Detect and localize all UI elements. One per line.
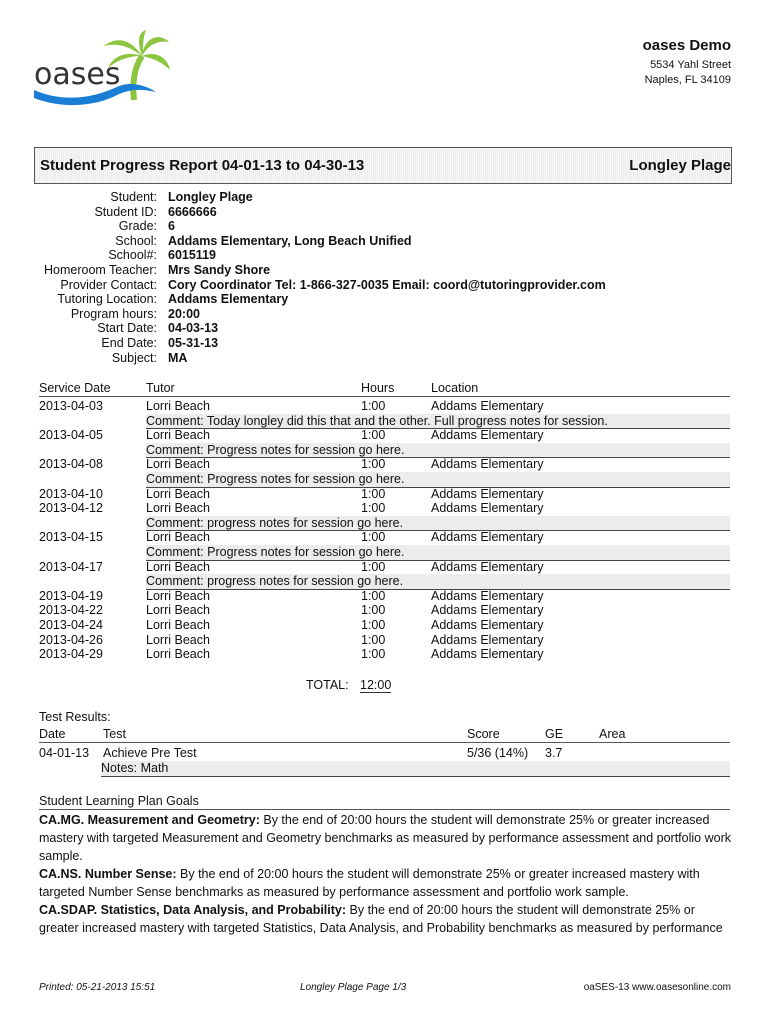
service-comment: Comment: progress notes for session go here.	[146, 574, 730, 590]
service-hours: 1:00	[361, 399, 386, 413]
footer-printed: Printed: 05-21-2013 15:51	[39, 982, 156, 993]
info-label: Tutoring Location:	[57, 292, 157, 307]
goals-divider	[39, 809, 730, 810]
service-date: 2013-04-22	[39, 603, 103, 618]
service-location: Addams Elementary	[431, 632, 544, 647]
service-hours: 1:00	[361, 486, 386, 501]
info-value: 04-03-13	[168, 321, 219, 336]
service-location: Addams Elementary	[431, 647, 544, 662]
info-row	[0, 205, 770, 220]
service-tutor: Lorri Beach	[146, 530, 210, 545]
info-value: 20:00	[168, 306, 200, 321]
service-date: 2013-04-12	[39, 501, 103, 516]
service-comment: Comment: Progress notes for session go here.	[146, 545, 730, 561]
service-tutor: Lorri Beach	[146, 559, 210, 574]
info-value: Addams Elementary	[168, 292, 289, 307]
header-divider	[39, 396, 730, 397]
service-location: Addams Elementary	[431, 486, 544, 501]
info-row	[0, 234, 770, 249]
service-hours: 1:00	[361, 647, 386, 662]
column-header: Date	[39, 727, 66, 741]
info-label: Subject:	[111, 350, 157, 365]
service-tutor: Lorri Beach	[146, 603, 210, 618]
service-table-header	[39, 381, 730, 396]
org-address	[643, 38, 731, 88]
test-notes: Notes: Math	[101, 761, 730, 777]
service-location: Addams Elementary	[431, 501, 544, 516]
service-comment: Comment: Progress notes for session go here.	[146, 472, 730, 488]
service-row	[39, 530, 730, 545]
service-tutor: Lorri Beach	[146, 632, 210, 647]
info-row	[0, 307, 770, 322]
column-header: Area	[599, 727, 626, 741]
info-value: 05-31-13	[168, 336, 219, 350]
test-header	[39, 727, 730, 742]
test-score: 5/36 (14%)	[467, 746, 529, 760]
service-hours: 1:00	[361, 618, 386, 632]
column-header: Test	[103, 727, 126, 741]
total-value: 12:00	[360, 678, 392, 692]
info-value: MA	[168, 350, 188, 365]
service-date: 2013-04-29	[39, 647, 103, 662]
test-name: Achieve Pre Test	[103, 746, 197, 760]
info-value: 6015119	[168, 248, 216, 263]
info-value: Mrs Sandy Shore	[168, 263, 271, 277]
service-date: 2013-04-08	[39, 457, 103, 472]
org-address-line1: 5534 Yahl Street	[650, 59, 731, 71]
goal-text: By the end of 20:00 hours the student will demonstrate 25% or greater increased mastery with targeted Number Sense benchmarks as measured by performance assessment and portfolio work sample.	[39, 867, 700, 899]
test-row	[39, 746, 730, 761]
service-hours: 1:00	[361, 559, 386, 574]
info-row	[0, 321, 770, 336]
org-name: oases Demo	[642, 37, 731, 54]
info-label: Student ID:	[94, 204, 157, 219]
info-label: Provider Contact:	[60, 277, 157, 292]
test-ge: 3.7	[545, 746, 563, 760]
info-row	[0, 263, 770, 278]
service-date: 2013-04-24	[39, 618, 103, 632]
service-row	[39, 428, 730, 443]
service-date: 2013-04-10	[39, 486, 103, 501]
info-value: 6	[168, 219, 175, 234]
column-header: GE	[545, 727, 564, 741]
oases-logo	[34, 28, 174, 108]
service-location: Addams Elementary	[431, 457, 544, 472]
test-results-title: Test Results:	[39, 710, 111, 724]
service-comment: Comment: Progress notes for session go here.	[146, 443, 730, 459]
service-row	[39, 618, 730, 633]
info-value: Longley Plage	[168, 190, 253, 204]
service-date: 2013-04-03	[39, 399, 103, 413]
report-title-bar	[34, 147, 732, 184]
service-date: 2013-04-26	[39, 632, 103, 647]
test-date: 04-01-13	[39, 746, 90, 760]
report-student-name: Longley Plage	[629, 157, 731, 174]
column-header: Tutor	[146, 381, 175, 395]
service-row	[39, 633, 730, 648]
service-tutor: Lorri Beach	[146, 457, 210, 472]
service-hours: 1:00	[361, 457, 386, 472]
info-label: Start Date:	[97, 321, 157, 336]
goal-text: By the end of 20:00 hours the student will demonstrate 25% or greater increased mastery with targeted Measurement and Geometry benchmarks as measured by performance assessment and portfolio work sample.	[39, 813, 731, 863]
service-location: Addams Elementary	[431, 530, 544, 545]
service-date: 2013-04-17	[39, 559, 103, 574]
service-tutor: Lorri Beach	[146, 486, 210, 501]
info-label: Student:	[110, 190, 157, 204]
service-row	[39, 647, 730, 662]
service-tutor: Lorri Beach	[146, 588, 210, 603]
goal-item	[39, 811, 734, 865]
service-tutor: Lorri Beach	[146, 647, 210, 662]
info-row	[0, 190, 770, 205]
info-value: Cory Coordinator Tel: 1-866-327-0035 Email: coord@tutoringprovider.com	[168, 277, 606, 292]
info-row	[0, 336, 770, 351]
service-hours: 1:00	[361, 530, 386, 545]
service-tutor: Lorri Beach	[146, 399, 210, 413]
info-value: 6666666	[168, 204, 217, 219]
goal-item	[39, 901, 734, 937]
service-location: Addams Elementary	[431, 559, 544, 574]
service-date: 2013-04-19	[39, 588, 103, 603]
total-label: TOTAL:	[306, 678, 349, 692]
info-label: End Date:	[101, 336, 157, 350]
info-label: Grade:	[118, 219, 157, 234]
service-date: 2013-04-15	[39, 530, 103, 545]
info-row	[0, 351, 770, 366]
service-row	[39, 501, 730, 516]
service-tutor: Lorri Beach	[146, 618, 210, 632]
service-location: Addams Elementary	[431, 588, 544, 603]
info-label: Homeroom Teacher:	[43, 263, 157, 277]
service-row	[39, 560, 730, 575]
info-value: Addams Elementary, Long Beach Unified	[168, 233, 412, 248]
info-label: School:	[115, 233, 157, 248]
goal-item	[39, 865, 734, 901]
service-tutor: Lorri Beach	[146, 501, 210, 516]
service-row	[39, 399, 730, 414]
service-row	[39, 457, 730, 472]
service-row	[39, 603, 730, 618]
service-hours: 1:00	[361, 428, 386, 443]
info-row	[0, 248, 770, 263]
service-hours: 1:00	[361, 632, 386, 647]
goal-code: CA.MG. Measurement and Geometry:	[39, 813, 260, 827]
column-header: Score	[467, 727, 500, 741]
goal-text: By the end of 20:00 hours the student will demonstrate 25% or greater increased mastery with targeted Statistics, Data Analysis, and Probability benchmarks as measured by performance	[39, 903, 723, 935]
info-label: School#:	[108, 248, 157, 263]
goal-code: CA.NS. Number Sense:	[39, 867, 177, 881]
service-row	[39, 487, 730, 502]
service-hours: 1:00	[361, 603, 386, 618]
service-tutor: Lorri Beach	[146, 428, 210, 443]
info-row	[0, 292, 770, 307]
service-hours: 1:00	[361, 501, 386, 516]
service-comment: Comment: progress notes for session go here.	[146, 516, 730, 532]
service-hours: 1:00	[361, 588, 386, 603]
column-header: Hours	[361, 381, 395, 395]
footer-site: oaSES-13 www.oasesonline.com	[583, 982, 731, 993]
info-label: Program hours:	[70, 306, 157, 321]
service-location: Addams Elementary	[431, 603, 544, 618]
column-header: Service Date	[39, 381, 111, 395]
info-row	[0, 219, 770, 234]
report-title: Student Progress Report 04-01-13 to 04-30-13	[40, 157, 365, 174]
info-row	[0, 278, 770, 293]
service-row	[39, 589, 730, 604]
goal-code: CA.SDAP. Statistics, Data Analysis, and Probability:	[39, 903, 347, 917]
column-header: Location	[431, 381, 479, 395]
logo-text: oases	[34, 57, 121, 92]
service-comment: Comment: Today longley did this that and the other. Full progress notes for session.	[146, 414, 730, 430]
org-address-line2: Naples, FL 34109	[644, 74, 731, 86]
goals-title: Student Learning Plan Goals	[39, 794, 199, 808]
service-date: 2013-04-05	[39, 428, 103, 443]
service-location: Addams Elementary	[431, 618, 544, 632]
test-header-divider	[39, 742, 730, 743]
footer-page: Longley Plage Page 1/3	[300, 982, 407, 993]
service-location: Addams Elementary	[431, 399, 544, 413]
service-location: Addams Elementary	[431, 428, 544, 443]
